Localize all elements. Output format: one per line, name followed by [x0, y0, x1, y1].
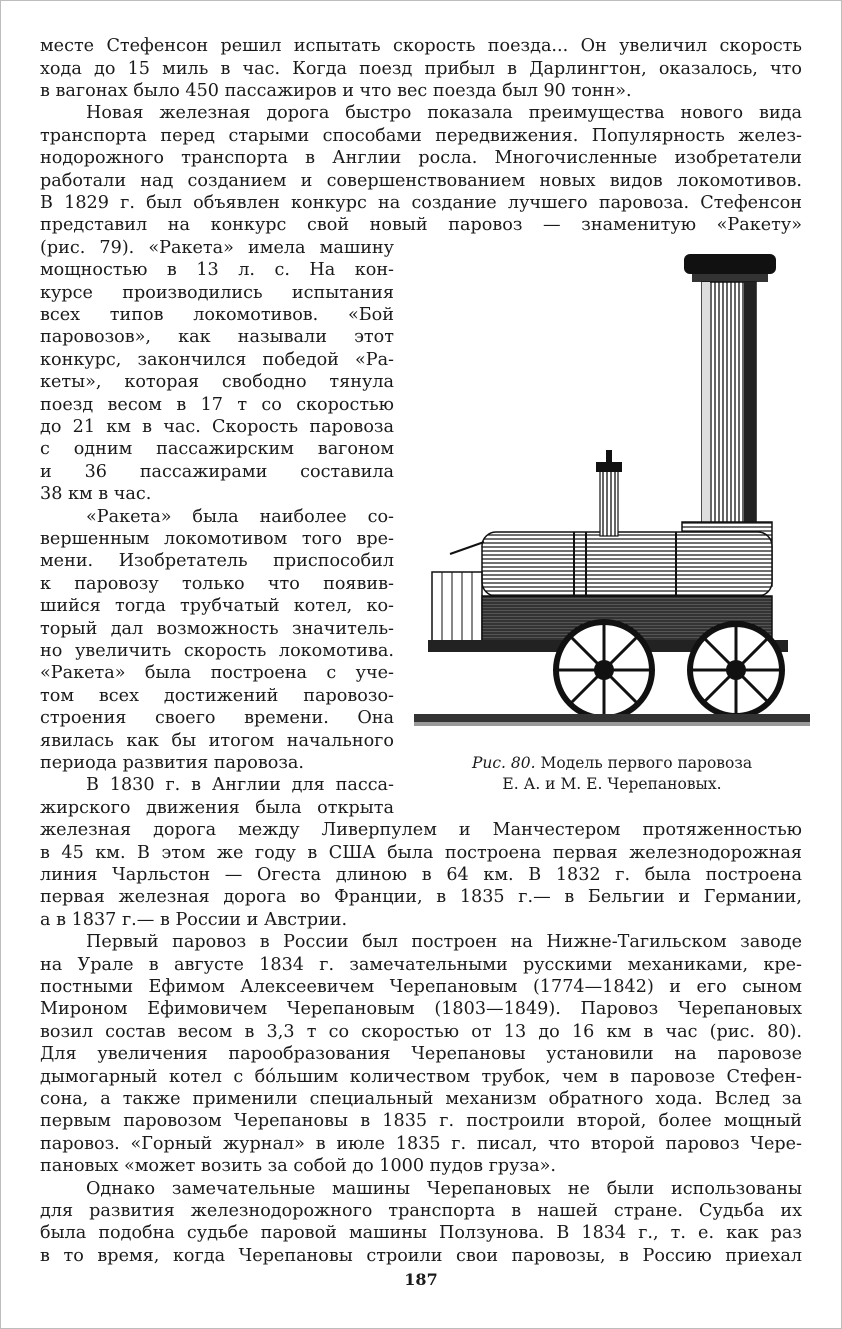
text-line: явилась как бы итогом начального — [40, 731, 394, 751]
text-line: транспорта перед старыми способами передвижения. Популярность желез- — [40, 126, 802, 146]
text-line: первым паровозом Черепановы в 1835 г. построили второй, более мощный — [40, 1111, 802, 1131]
text-line: том всех достижений паровозо- — [40, 686, 394, 706]
text-line: строения своего времени. Она — [40, 708, 394, 728]
text-line: Первый паровоз в России был построен на Нижне-Тагильском заводе — [86, 932, 802, 952]
text-line: нодорожного транспорта в Англии росла. Многочисленные изобретатели — [40, 148, 802, 168]
text-line: всех типов локомотивов. «Бой — [40, 305, 394, 325]
text-line: была подобна судьбе паровой машины Ползунова. В 1834 г., т. е. как раз — [40, 1223, 802, 1243]
text-line: хода до 15 миль в час. Когда поезд прибыл в Дарлингтон, оказалось, что — [40, 59, 802, 79]
text-line: работали над созданием и совершенствованием новых видов локомотивов. — [40, 171, 802, 191]
text-line: жирского движения была открыта — [40, 798, 394, 818]
text-line: и 36 пассажирами составила — [40, 462, 394, 482]
text-line: поезд весом в 17 т со скоростью — [40, 395, 394, 415]
text-line: месте Стефенсон решил испытать скорость поезда... Он увеличил скорость — [40, 36, 802, 56]
text-line: В 1829 г. был объявлен конкурс на создание лучшего паровоза. Стефенсон — [40, 193, 802, 213]
text-line: «Ракета» была наиболее со- — [86, 507, 394, 527]
text-line: возил состав весом в 3,3 т со скоростью от 13 до 16 км в час (рис. 80). — [40, 1022, 802, 1042]
text-line: а в 1837 г.— в России и Австрии. — [40, 910, 348, 930]
text-line: периода развития паровоза. — [40, 753, 305, 773]
text-line: для развития железнодорожного транспорта в нашей стране. Судьба их — [40, 1201, 802, 1221]
text-line: сона, а также применили специальный механизм обратного хода. Вслед за — [40, 1089, 802, 1109]
text-line: первая железная дорога во Франции, в 1835 г.— в Бельгии и Германии, — [40, 887, 802, 907]
text-line: мощностью в 13 л. с. На кон- — [40, 260, 394, 280]
text-line: Мироном Ефимовичем Черепановым (1803—1849). Паровоз Черепановых — [40, 999, 802, 1019]
text-line: торый дал возможность значитель- — [40, 619, 394, 639]
text-line: в то время, когда Черепановы строили свои паровозы, в Россию приехал — [40, 1246, 802, 1266]
text-line: пановых «может возить за собой до 1000 пудов груза». — [40, 1156, 556, 1176]
text-line: кеты», которая свободно тянула — [40, 372, 394, 392]
text-line: шийся тогда трубчатый котел, ко- — [40, 596, 394, 616]
text-line: (рис. 79). «Ракета» имела машину — [40, 238, 394, 258]
text-line: «Ракета» была построена с уче- — [40, 663, 394, 683]
text-line: курсе производились испытания — [40, 283, 394, 303]
text-line: представил на конкурс свой новый паровоз — знаменитую «Ракету» — [40, 215, 802, 235]
text-line: паровозов», как называли этот — [40, 327, 394, 347]
text-line: на Урале в августе 1834 г. замечательными русскими механиками, кре- — [40, 955, 802, 975]
text-line: линия Чарльстон — Огеста длиною в 64 км. В 1832 г. была построена — [40, 865, 802, 885]
text-line: Новая железная дорога быстро показала преимущества нового вида — [86, 103, 802, 123]
page-number: 187 — [404, 1270, 438, 1289]
figure-caption-line-2: Е. А. и М. Е. Черепановых. — [502, 775, 722, 793]
text-line: дымогарный котел с бóльшим количеством трубок, чем в паровозе Стефен- — [40, 1067, 802, 1087]
text-line: конкурс, закончился победой «Ра- — [40, 350, 394, 370]
text-line: паровоз. «Горный журнал» в июле 1835 г. писал, что второй паровоз Чере- — [40, 1134, 802, 1154]
text-line: В 1830 г. в Англии для пасса- — [86, 775, 394, 795]
text-line: Для увеличения парообразования Черепановы установили на паровозе — [40, 1044, 802, 1064]
text-line: с одним пассажирским вагоном — [40, 439, 394, 459]
text-line: постными Ефимом Алексеевичем Черепановым (1774—1842) и его сыном — [40, 977, 802, 997]
text-line: мени. Изобретатель приспособил — [40, 551, 394, 571]
text-line: но увеличить скорость локомотива. — [40, 641, 394, 661]
figure-caption-label: Рис. 80. — [471, 754, 536, 772]
text-line: вершенным локомотивом того вре- — [40, 529, 394, 549]
text-line: 38 км в час. — [40, 484, 152, 504]
text-line: в вагонах было 450 пассажиров и что вес поезда был 90 тонн». — [40, 81, 632, 101]
figure-caption-text: Модель первого паровоза — [540, 754, 753, 772]
text-line: Однако замечательные машины Черепановых не были использованы — [86, 1179, 802, 1199]
text-line: к паровозу только что появив- — [40, 574, 394, 594]
locomotive-illustration — [414, 242, 810, 752]
text-line: в 45 км. В этом же году в США была построена первая железнодорожная — [40, 843, 802, 863]
text-line: до 21 км в час. Скорость паровоза — [40, 417, 394, 437]
text-line: железная дорога между Ливерпулем и Манчестером протяженностью — [40, 820, 802, 840]
figure-caption-line-1 — [414, 753, 810, 774]
